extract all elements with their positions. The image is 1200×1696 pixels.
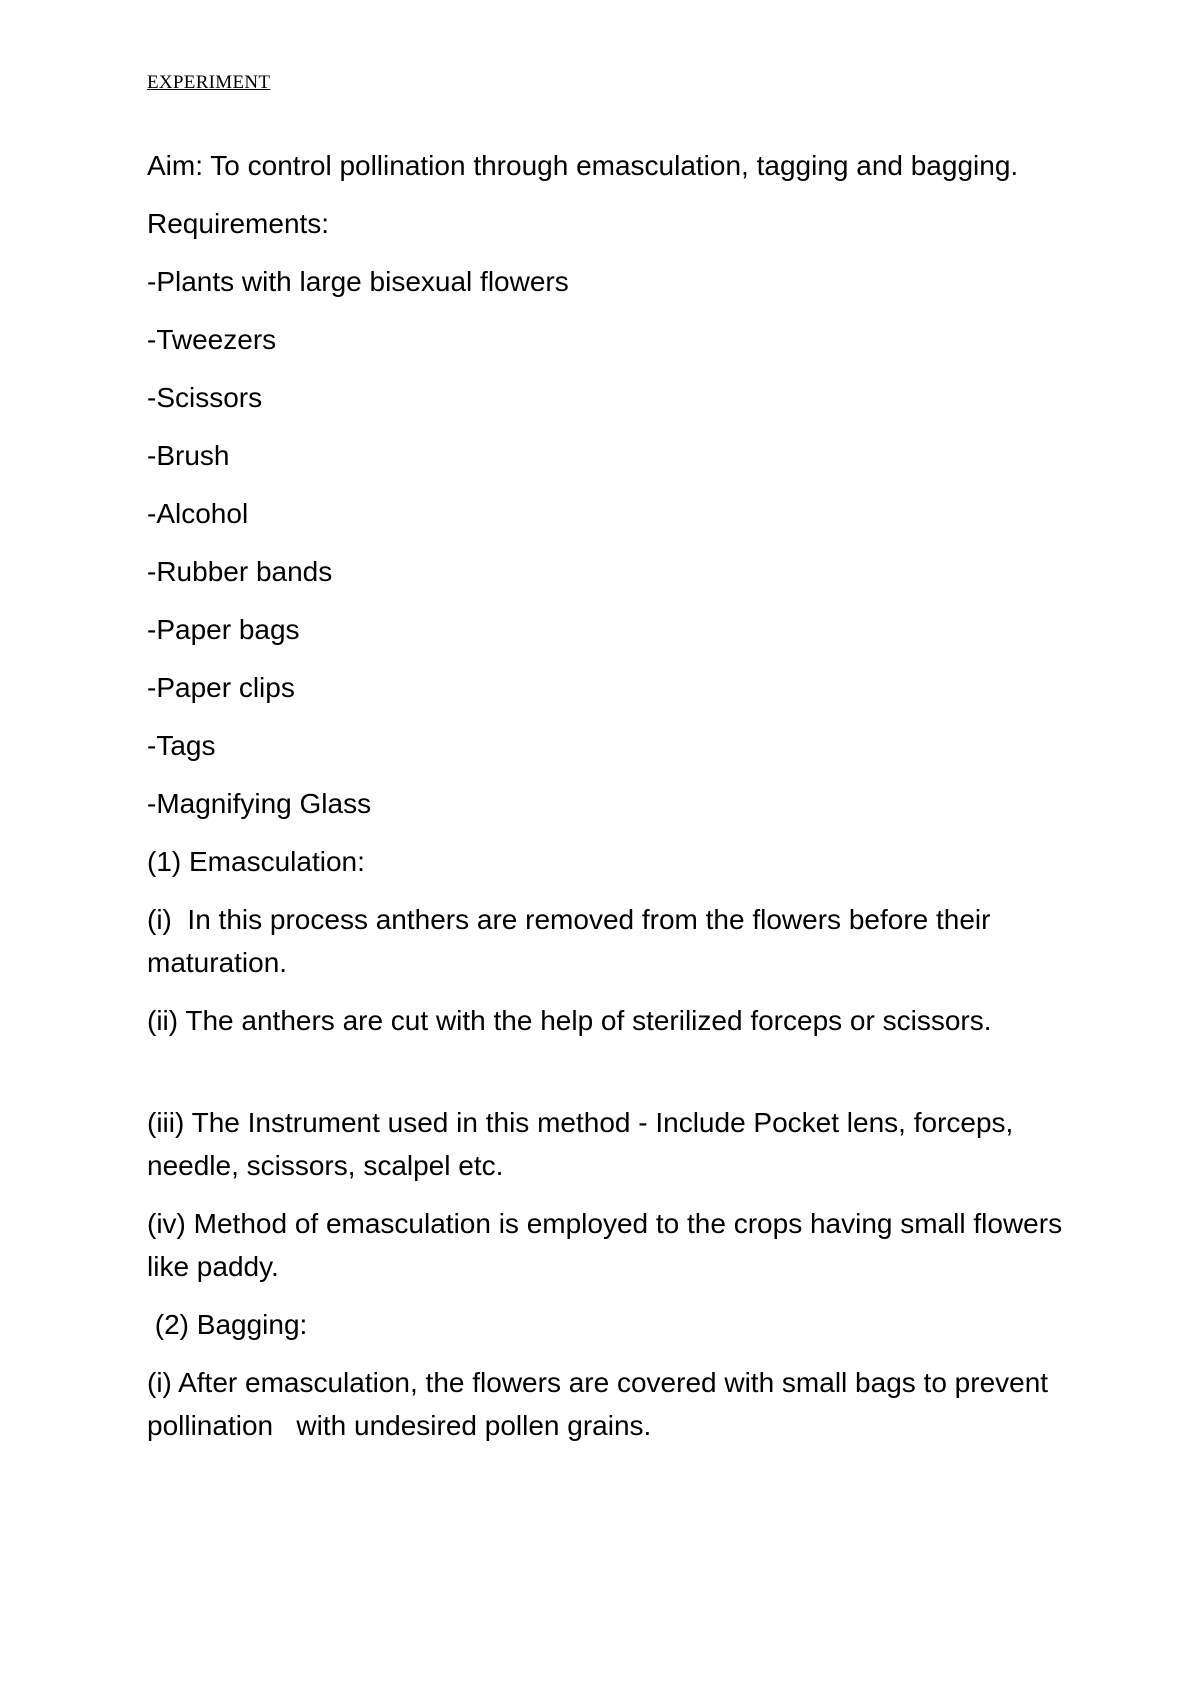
document-body bbox=[147, 144, 1070, 1462]
document-header: EXPERIMENT bbox=[147, 72, 271, 93]
requirement-item: -Paper clips bbox=[147, 672, 295, 703]
requirement-item: -Alcohol bbox=[147, 498, 249, 529]
emasculation-point: (ii) The anthers are cut with the help of sterilized forceps or scissors. bbox=[147, 1005, 992, 1036]
bagging-heading: (2) Bagging: bbox=[147, 1309, 308, 1340]
emasculation-heading: (1) Emasculation: bbox=[147, 846, 365, 877]
requirement-item: -Paper bags bbox=[147, 614, 300, 645]
emasculation-point: (iv) Method of emasculation is employed to the crops having small flowers like paddy. bbox=[147, 1208, 1070, 1282]
requirement-item: -Rubber bands bbox=[147, 556, 333, 587]
requirements-heading: Requirements: bbox=[147, 208, 330, 239]
requirement-item: -Tags bbox=[147, 730, 216, 761]
requirement-item: -Brush bbox=[147, 440, 230, 471]
bagging-point: (i) After emasculation, the flowers are covered with small bags to prevent pollination with undesired pollen grains. bbox=[147, 1367, 1056, 1441]
requirement-item: -Plants with large bisexual flowers bbox=[147, 266, 569, 297]
emasculation-point: (i) In this process anthers are removed from the flowers before their maturation. bbox=[147, 904, 999, 978]
requirement-item: -Scissors bbox=[147, 382, 263, 413]
aim-paragraph: Aim: To control pollination through emasculation, tagging and bagging. bbox=[147, 150, 1019, 181]
requirement-item: -Magnifying Glass bbox=[147, 788, 372, 819]
emasculation-point: (iii) The Instrument used in this method - Include Pocket lens, forceps, needle, scissors, scalpel etc. bbox=[147, 1107, 1022, 1181]
requirement-item: -Tweezers bbox=[147, 324, 277, 355]
